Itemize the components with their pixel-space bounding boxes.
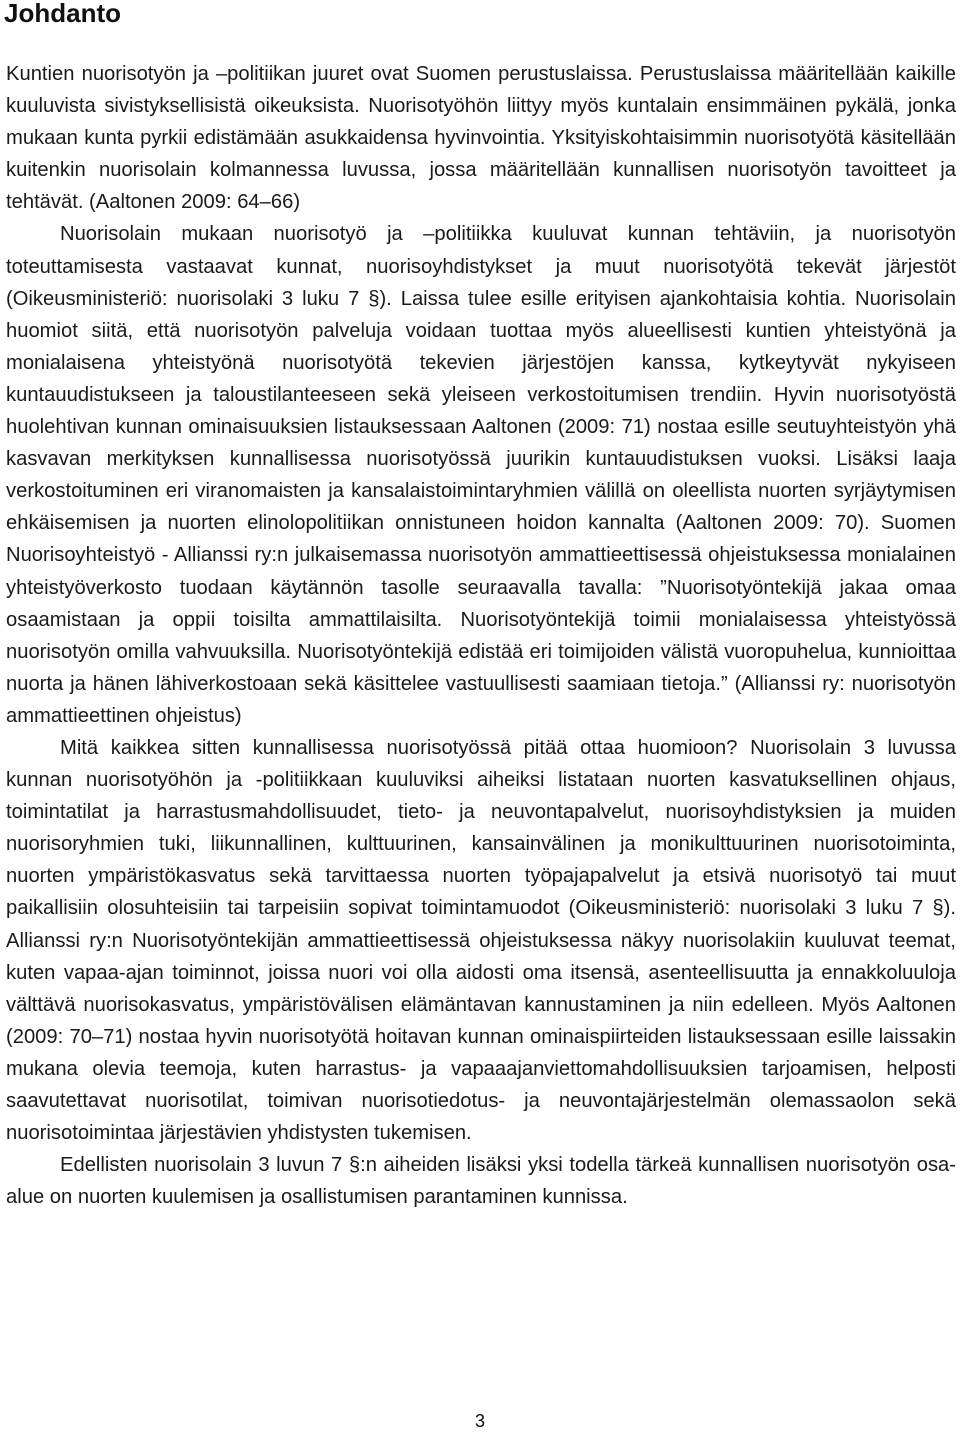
page-number: 3: [474, 1411, 485, 1431]
section-heading: Johdanto: [4, 0, 121, 28]
paragraph-4: Edellisten nuorisolain 3 luvun 7 §:n aiheiden lisäksi yksi todella tärkeä kunnallisen nuorisotyön osa-alue on nuorten kuulemisen ja osallistumisen parantaminen kunnissa.: [6, 1154, 956, 1209]
paragraph-2: Nuorisolain mukaan nuorisotyö ja –politiikka kuuluvat kunnan tehtäviin, ja nuorisotyön toteuttamisesta vastaavat kunnat, nuorisoyhdistykset ja muut nuorisotyötä tekevät järjestöt (Oikeusministeriö: nuorisolaki 3 luku 7 §). Laissa tulee esille erityisen ajankohtaisia kohtia. Nuorisolain huomiot siitä, että nuorisotyön palveluja voidaan tuottaa myös alueellisesti kuntien yhteistyönä ja monialaisena yhteistyönä nuorisotyötä tekevien järjestöjen kanssa, kytkeytyvät nykyiseen kuntauudistukseen ja taloustilanteeseen sekä yleiseen verkostoitumisen trendiin. Hyvin nuorisotyöstä huolehtivan kunnan ominaisuuksien listauksessaan Aaltonen (2009: 71) nostaa esille seutuyhteistyön yhä kasvavan merkityksen kunnallisessa nuorisotyössä juurikin kuntauudistuksen vuoksi. Lisäksi laaja verkostoituminen eri viranomaisten ja kansalaistoimintaryhmien välillä on oleellista nuorten syrjäytymisen ehkäisemisen ja nuorten elinolopolitiikan onnistuneen hoidon kannalta (Aaltonen 2009: 70). Suomen Nuorisoyhteistyö - Allianssi ry:n julkaisemassa nuorisotyön ammattieettisessä ohjeistuksessa monialainen yhteistyöverkosto tuodaan käytännön tasolle seuraavalla tavalla: ”Nuorisotyöntekijä jakaa omaa osaamistaan ja oppii toisilta ammattilaisilta. Nuorisotyöntekijä toimii monialaisessa yhteistyössä nuorisotyön omilla vahvuuksilla. Nuorisotyöntekijä edistää eri toimijoiden välistä vuoropuhelua, kunnioittaa nuorta ja hänen lähiverkostoaan sekä käsittelee vastuullisesti saamiaan tietoja.” (Allianssi ry: nuorisotyön ammattieettinen ohjeistus): [6, 223, 956, 727]
body-text: [6, 58, 956, 1213]
paragraph-3: Mitä kaikkea sitten kunnallisessa nuorisotyössä pitää ottaa huomioon? Nuorisolain 3 luvussa kunnan nuorisotyöhön ja -politiikkaan kuuluviksi aiheiksi listataan nuorten kasvatuksellinen ohjaus, toimintatilat ja harrastusmahdollisuudet, tieto- ja neuvontapalvelut, nuorisoyhdistyksien ja muiden nuorisoryhmien tuki, liikunnallinen, kulttuurinen, kansainvälinen ja monikulttuurinen nuorisotoiminta, nuorten ympäristökasvatus sekä tarvittaessa nuorten työpajapalvelut ja etsivä nuorisotyö tai muut paikallisiin olosuhteisiin tai tarpeisiin sopivat toimintamuodot (Oikeusministeriö: nuorisolaki 3 luku 7 §). Allianssi ry:n Nuorisotyöntekijän ammattieettisessä ohjeistuksessa näkyy nuorisolakiin kuuluvat teemat, kuten vapaa-ajan toiminnot, joissa nuori voi olla aidosti oma itsensä, asenteellisuutta ja ennakkoluuloja välttävä nuorisokasvatus, ympäristövälisen elämäntavan kannustaminen ja niin edelleen. Myös Aaltonen (2009: 70–71) nostaa hyvin nuorisotyötä hoitavan kunnan ominaispiirteiden listauksessaan esille laissakin mukana olevia teemoja, kuten harrastus- ja vapaaajanviettomahdollisuuksien tarjoamisen, helposti saavutettavat nuorisotilat, toimivan nuorisotiedotus- ja neuvontajärjestelmän olemassaolon sekä nuorisotoimintaa järjestävien yhdistysten tukemisen.: [6, 736, 956, 1145]
paragraph-1: Kuntien nuorisotyön ja –politiikan juuret ovat Suomen perustuslaissa. Perustuslaissa määritellään kaikille kuuluvista sivistyksellisistä oikeuksista. Nuorisotyöhön liittyy myös kuntalain ensimmäinen pykälä, jonka mukaan kunta pyrkii edistämään asukkaidensa hyvinvointia. Yksityiskohtaisimmin nuorisotyötä käsitellään kuitenkin nuorisolain kolmannessa luvussa, jossa määritellään kunnallisen nuorisotyön tavoitteet ja tehtävät. (Aaltonen 2009: 64–66): [6, 63, 956, 214]
